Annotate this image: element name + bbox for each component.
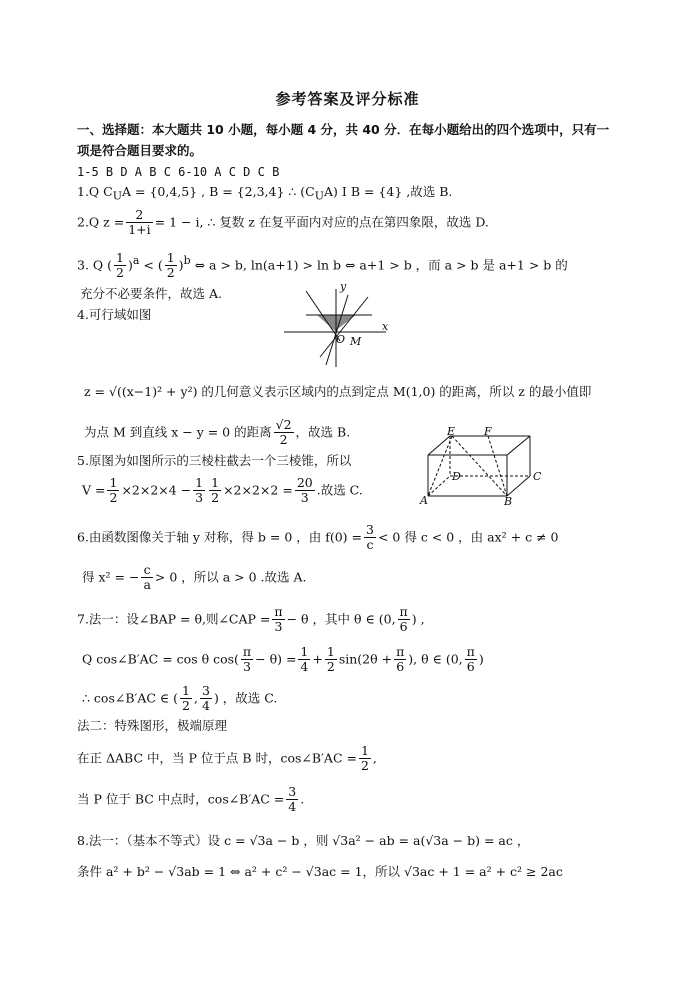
x-label: x [382,320,389,333]
prism-hidden-edge [428,476,450,496]
q5-line1: 5.原图为如图所示的三棱柱截去一个三棱锥，所以 [77,453,352,468]
vertex-b-label: B [504,495,513,508]
page-title: 参考答案及评分标准 [275,90,420,108]
feasible-region-figure [284,280,394,369]
answer-key: 1-5 B D A B C 6-10 A C D C B [77,165,280,179]
q7-method2-line1: 在正 ΔABC 中，当 P 位于点 B 时，cos∠B′AC = $\frac{1}{2}$ , [77,743,377,774]
prism-edge [507,476,530,496]
q7-method2: 法二：特殊图形，极端原理 [77,718,228,733]
prism-edge [428,436,450,455]
q7-line2: Q cos∠B′AC = cos θ cos( $\frac{\pi}{3}$ − θ) = $\frac{1}{4}$ + $\frac{1}{2}$ sin(2θ + $\frac{\pi}{6}$ ), θ ∈ (0, $\frac{\pi}{6}$ ) [82,644,484,675]
q4-line: 4.可行域如图 [77,307,152,322]
vertex-a-label: A [420,494,428,507]
q8-line1: 8.法一：（基本不等式）设 c = √3a − b ，则 √3a² − ab = a(√3a − b) = ac ， [77,833,530,848]
prism-figure [420,425,550,508]
vertex-e-label: E [447,425,456,438]
q4-desc1: z = √((x−1)² + y²) 的几何意义表示区域内的点到定点 M(1,0) 的距离，所以 z 的最小值即 [84,384,592,399]
boundary-line-2 [320,297,368,357]
q6-line1: 6.由函数图像关于轴 y 对称，得 b = 0 ，由 f(0) = $\frac{3}{c}$ < 0 得 c < 0 ，由 ax² + c ≠ 0 [77,522,559,553]
q8-line2: 条件 a² + b² − √3ab = 1 ⇔ a² + c² − √3ac = 1，所以 √3ac + 1 = a² + c² ≥ 2ac [77,864,563,879]
point-m-label: M [350,335,362,348]
vertex-f-label: F [484,425,492,438]
q2-line: 2.Q z = $\frac{2}{1+i}$ = 1 − i, ∴ 复数 z 在复平面内对应的点在第四象限，故选 D. [77,207,489,238]
y-label: y [340,280,347,293]
q7-line1: 7.法一：设∠BAP = θ,则∠CAP = $\frac{\pi}{3}$ − θ ，其中 θ ∈ (0, $\frac{\pi}{6}$ ) , [77,604,425,635]
q7-method2-line2: 当 P 位于 BC 中点时，cos∠B′AC = $\frac{3}{4}$ . [77,784,305,815]
origin-label: O [336,333,346,346]
q3-line2: 充分不必要条件，故选 A. [80,286,222,301]
q3-line1: 3. Q ( $\frac{1}{2}$ )$^a$ < ( $\frac{1}{2}$ )$^b$ ⇔ a > b, ln(a+1) > ln b ⇔ a+1 > b ，而 a > b 是 a+1 > b 的 [77,250,568,281]
prism-hidden-edge [452,436,507,496]
section-heading-cont: 项是符合题目要求的。 [77,143,203,158]
vertex-c-label: C [533,470,542,483]
prism-edge [507,436,530,455]
boundary-line-4 [326,295,348,365]
section-heading: 一、选择题：本大题共 10 小题，每小题 4 分，共 40 分．在每小题给出的四个选项中，只有一 [77,122,610,137]
q6-line2: 得 x² = − $\frac{c}{a}$ > 0 ，所以 a > 0 .故选 A. [82,562,307,593]
vertex-d-label: D [452,470,461,483]
q1-line: 1.Q $C_UA = \{0,4,5\}$ , B = {2,3,4} ∴ $(C_UA)$ I B = {4} ,故选 B. [77,184,453,203]
q5-line2: V = $\frac{1}{2}$ ×2×2×4 − $\frac{1}{3}$ $\frac{1}{2}$ ×2×2×2 = $\frac{20}{3}$ .故选 C. [82,475,363,506]
prism-hidden-edge [488,436,507,496]
q7-line3: ∴ cos∠B′AC ∈ ( $\frac{1}{2}$ , $\frac{3}{4}$ ) ，故选 C. [82,683,278,714]
q4-desc2: 为点 M 到直线 x − y = 0 的距离 $\frac{√2}{2}$ ，故选 B. [84,417,351,448]
